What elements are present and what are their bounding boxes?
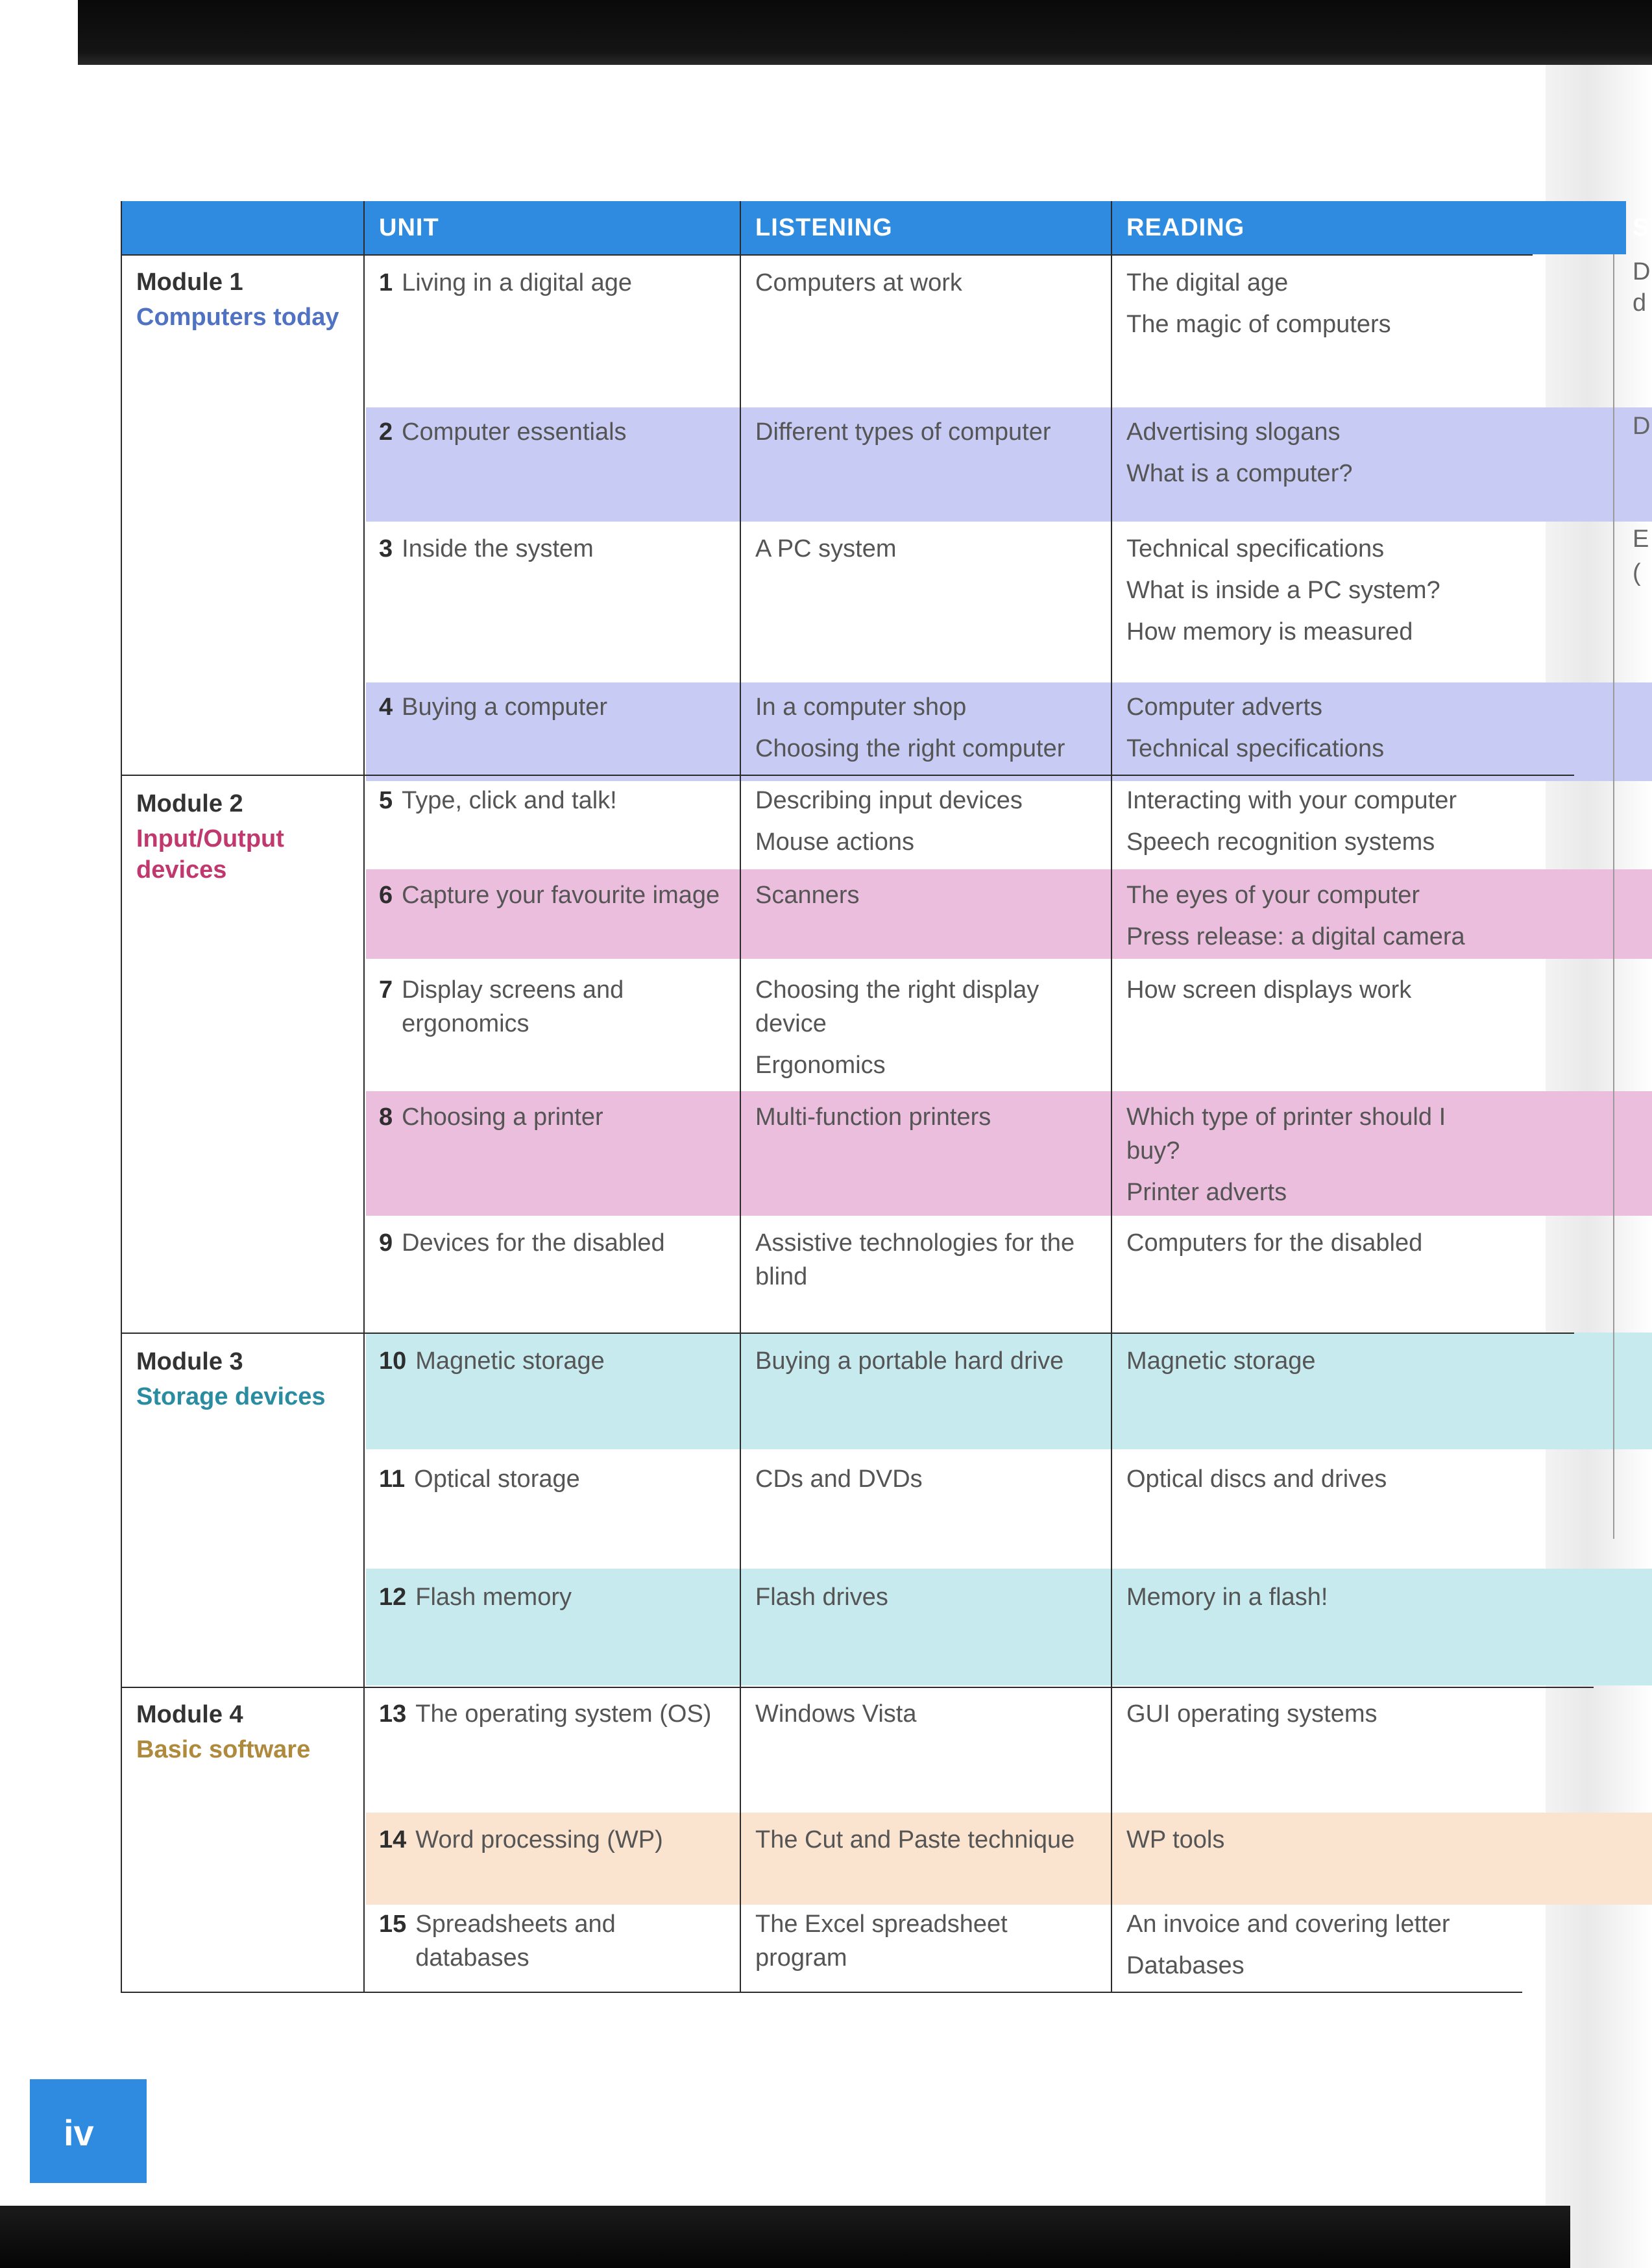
listening-item: In a computer shop [755,694,967,721]
listening-cell [755,1823,1093,1864]
reading-cell [1126,1907,1490,1990]
edge-letter: D [1633,413,1651,440]
reading-cell [1126,1823,1490,1864]
unit-cell [379,1907,723,1975]
header-reading: READING [1126,214,1245,241]
listening-item: Mouse actions [755,828,915,856]
grid-line [121,1687,1594,1688]
edge-letter: E [1633,525,1649,553]
module-2 [136,786,284,887]
reading-item: How memory is measured [1126,618,1413,645]
grid-line [363,201,365,1993]
listening-item: The Cut and Paste technique [755,1826,1075,1853]
listening-item: Scanners [755,882,860,909]
unit-title: Choosing a printer [402,1104,603,1131]
unit-number: 7 [379,976,393,1004]
listening-item: The Excel spreadsheet program [755,1911,1008,1972]
unit-title: The operating system (OS) [415,1700,712,1728]
unit-cell [379,784,723,817]
unit-number: 4 [379,694,393,721]
header-unit: UNIT [379,214,439,241]
unit-cell [379,1226,723,1260]
edge-letter: D [1633,258,1651,285]
reading-item: An invoice and covering letter [1126,1911,1450,1938]
grid-line [121,775,1574,776]
reading-cell [1126,1226,1490,1268]
module-name: Storage devices [136,1383,326,1410]
page-number-tab [30,2079,147,2183]
grid-line [121,254,1533,256]
reading-item: Databases [1126,1952,1245,1979]
reading-item: Computer adverts [1126,694,1323,721]
unit-number: 10 [379,1347,407,1375]
unit-cell [379,878,723,912]
listening-cell [755,1907,1093,1983]
listening-item: Choosing the right display device [755,976,1039,1037]
listening-cell [755,1462,1093,1504]
module-label: Module 2 [136,790,243,817]
reading-cell [1126,532,1490,657]
reading-cell [1126,1462,1490,1504]
module-label: Module 3 [136,1348,243,1375]
unit-number: 5 [379,787,393,814]
edge-letter: ( [1633,559,1641,586]
listening-item: Flash drives [755,1584,888,1611]
scan-shadow-top [78,0,1652,65]
unit-number: 3 [379,535,393,562]
grid-line [740,201,741,1993]
unit-number: 9 [379,1229,393,1257]
reading-item: Printer adverts [1126,1179,1287,1206]
listening-item: Different types of computer [755,418,1051,446]
unit-number: 15 [379,1911,407,1938]
listening-item: Buying a portable hard drive [755,1347,1064,1375]
unit-title: Capture your favourite image [402,882,720,909]
unit-title: Living in a digital age [402,269,633,296]
reading-item: Computers for the disabled [1126,1229,1423,1257]
reading-cell [1126,266,1490,349]
unit-title: Computer essentials [402,418,627,446]
contents-table [121,201,1652,1993]
unit-title: Word processing (WP) [415,1826,663,1853]
module-1 [136,265,339,335]
reading-cell [1126,878,1490,961]
reading-cell [1126,1580,1490,1622]
reading-item: How screen displays work [1126,976,1412,1004]
listening-cell [755,784,1093,867]
reading-cell [1126,973,1490,1015]
reading-item: GUI operating systems [1126,1700,1378,1728]
reading-item: Interacting with your computer [1126,787,1457,814]
reading-item: Memory in a flash! [1126,1584,1328,1611]
listening-item: Choosing the right computer [755,735,1065,762]
reading-item: Speech recognition systems [1126,828,1435,856]
reading-item: The digital age [1126,269,1289,296]
unit-number: 8 [379,1104,393,1131]
listening-cell [755,1226,1093,1301]
unit-title: Buying a computer [402,694,607,721]
grid-line [1613,254,1614,1539]
module-name: Basic software [136,1736,311,1763]
unit-title: Display screens and ergonomics [402,976,624,1037]
reading-item: The eyes of your computer [1126,882,1420,909]
module-name: Input/Output [136,825,284,852]
unit-title: Devices for the disabled [402,1229,665,1257]
reading-item: Magnetic storage [1126,1347,1316,1375]
reading-item: Advertising slogans [1126,418,1341,446]
unit-cell [379,1580,723,1614]
unit-number: 14 [379,1826,407,1853]
reading-item: What is a computer? [1126,460,1353,487]
module-4 [136,1697,310,1767]
listening-cell [755,266,1093,308]
grid-line [121,1992,1522,1993]
listening-item: Describing input devices [755,787,1023,814]
reading-item: Press release: a digital camera [1126,923,1465,950]
listening-cell [755,1344,1093,1386]
edge-letter: d [1633,289,1647,317]
listening-cell [755,973,1093,1090]
reading-cell [1126,1100,1490,1217]
unit-cell [379,690,723,724]
unit-cell [379,1697,723,1731]
reading-item: The magic of computers [1126,311,1391,338]
unit-cell [379,1344,723,1378]
reading-cell [1126,690,1490,773]
unit-cell [379,1823,723,1857]
unit-cell [379,266,723,300]
grid-line [121,1333,1574,1334]
unit-title: Spreadsheets and databases [415,1911,616,1972]
grid-line [121,201,122,1993]
unit-number: 1 [379,269,393,296]
header-listening: LISTENING [755,214,893,241]
module-label: Module 4 [136,1701,243,1728]
listening-item: CDs and DVDs [755,1466,923,1493]
unit-number: 6 [379,882,393,909]
reading-item: Optical discs and drives [1126,1466,1387,1493]
unit-number: 12 [379,1584,407,1611]
reading-cell [1126,784,1490,867]
unit-number: 13 [379,1700,407,1728]
unit-number: 2 [379,418,393,446]
scan-shadow-bottom [0,2206,1570,2268]
module-name: devices [136,856,227,884]
module-name: Computers today [136,304,339,331]
unit-title: Flash memory [415,1584,572,1611]
grid-line [1111,201,1112,1993]
reading-cell [1126,1344,1490,1386]
unit-cell [379,532,723,566]
unit-cell [379,1462,723,1496]
reading-item: WP tools [1126,1826,1225,1853]
listening-cell [755,532,1093,573]
unit-title: Inside the system [402,535,594,562]
listening-item: Ergonomics [755,1052,886,1079]
unit-number: 11 [379,1466,406,1493]
module-3 [136,1344,325,1414]
listening-item: A PC system [755,535,897,562]
unit-cell [379,973,723,1041]
listening-item: Assistive technologies for the blind [755,1229,1075,1290]
unit-title: Optical storage [414,1466,580,1493]
listening-cell [755,415,1093,457]
page-number: iv [64,2112,94,2153]
listening-cell [755,1100,1093,1142]
reading-item: Technical specifications [1126,735,1385,762]
listening-cell [755,690,1093,773]
listening-cell [755,878,1093,920]
header-next-column: S [1633,214,1650,241]
listening-cell [755,1697,1093,1739]
module-label: Module 1 [136,269,243,296]
reading-item: Which type of printer should I buy? [1126,1104,1446,1164]
listening-item: Computers at work [755,269,962,296]
unit-title: Type, click and talk! [402,787,617,814]
reading-item: What is inside a PC system? [1126,577,1440,604]
listening-item: Windows Vista [755,1700,917,1728]
reading-item: Technical specifications [1126,535,1385,562]
unit-cell [379,1100,723,1134]
unit-title: Magnetic storage [415,1347,605,1375]
reading-cell [1126,415,1490,498]
unit-cell [379,415,723,449]
listening-cell [755,1580,1093,1622]
reading-cell [1126,1697,1490,1739]
listening-item: Multi-function printers [755,1104,991,1131]
